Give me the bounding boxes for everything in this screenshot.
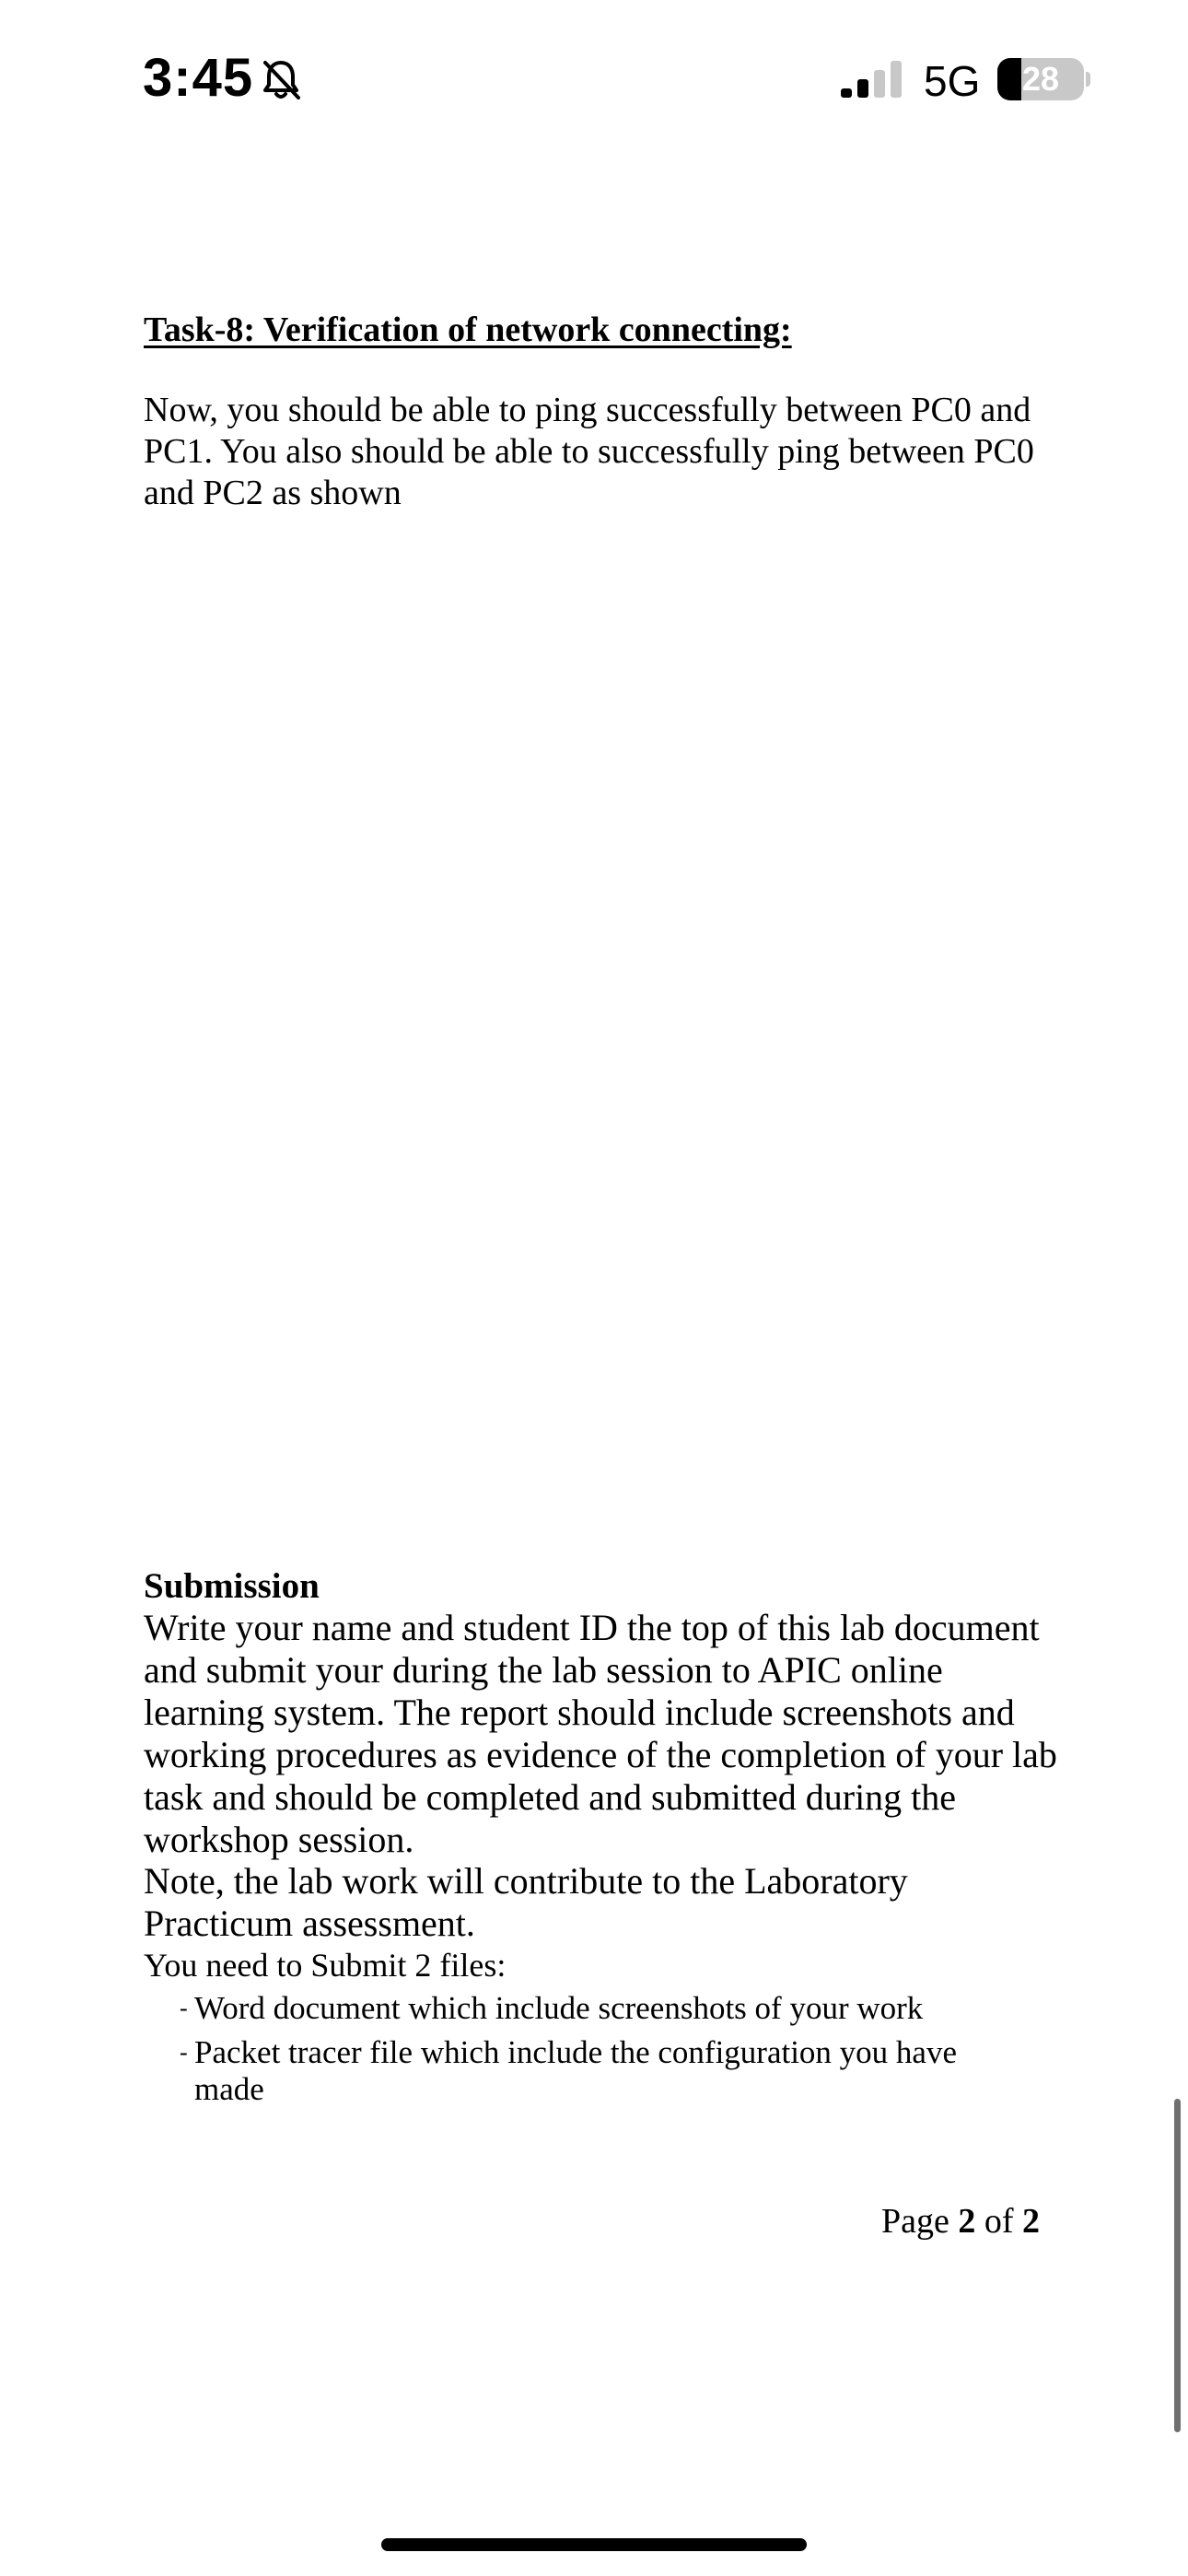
submission-note: Note, the lab work will contribute to the Laboratory Practicum assessment.	[144, 1860, 908, 1944]
submission-body: Write your name and student ID the top of this lab document and submit your during the lab session to APIC online learning system. The report should include screenshots and working procedures as evidence of the completion of your lab task and should be completed and submitted during the workshop session.	[144, 1607, 1057, 1860]
page-separator: of	[984, 2202, 1014, 2241]
file-list	[180, 1990, 1008, 2115]
list-item-text: Word document which include screenshots of your work	[194, 1990, 924, 2026]
page-number	[881, 2200, 1040, 2242]
home-indicator[interactable]	[381, 2538, 807, 2551]
list-bullet: -	[180, 1995, 188, 2021]
network-type-label: 5G	[924, 57, 981, 105]
task-body: Now, you should be able to ping successfully between PC0 and PC1. You also should be able to successfully ping between PC0 and PC2 as shown	[144, 391, 1034, 512]
page-prefix: Page	[881, 2202, 949, 2241]
vertical-scrollbar[interactable]	[1174, 2099, 1181, 2432]
list-item	[180, 2034, 1008, 2108]
battery-percentage: 28	[1021, 60, 1060, 98]
page-current: 2	[958, 2202, 976, 2241]
page-total: 2	[1022, 2202, 1041, 2241]
files-intro: You need to Submit 2 files:	[144, 1947, 507, 1984]
list-bullet: -	[180, 2039, 188, 2066]
task-heading: Task-8: Verification of network connecting:	[144, 310, 792, 349]
list-item	[180, 1990, 1008, 2027]
submission-heading: Submission	[144, 1566, 320, 1606]
list-item-text: Packet tracer file which include the configuration you have made	[194, 2034, 958, 2107]
status-time: 3:45	[143, 48, 254, 108]
